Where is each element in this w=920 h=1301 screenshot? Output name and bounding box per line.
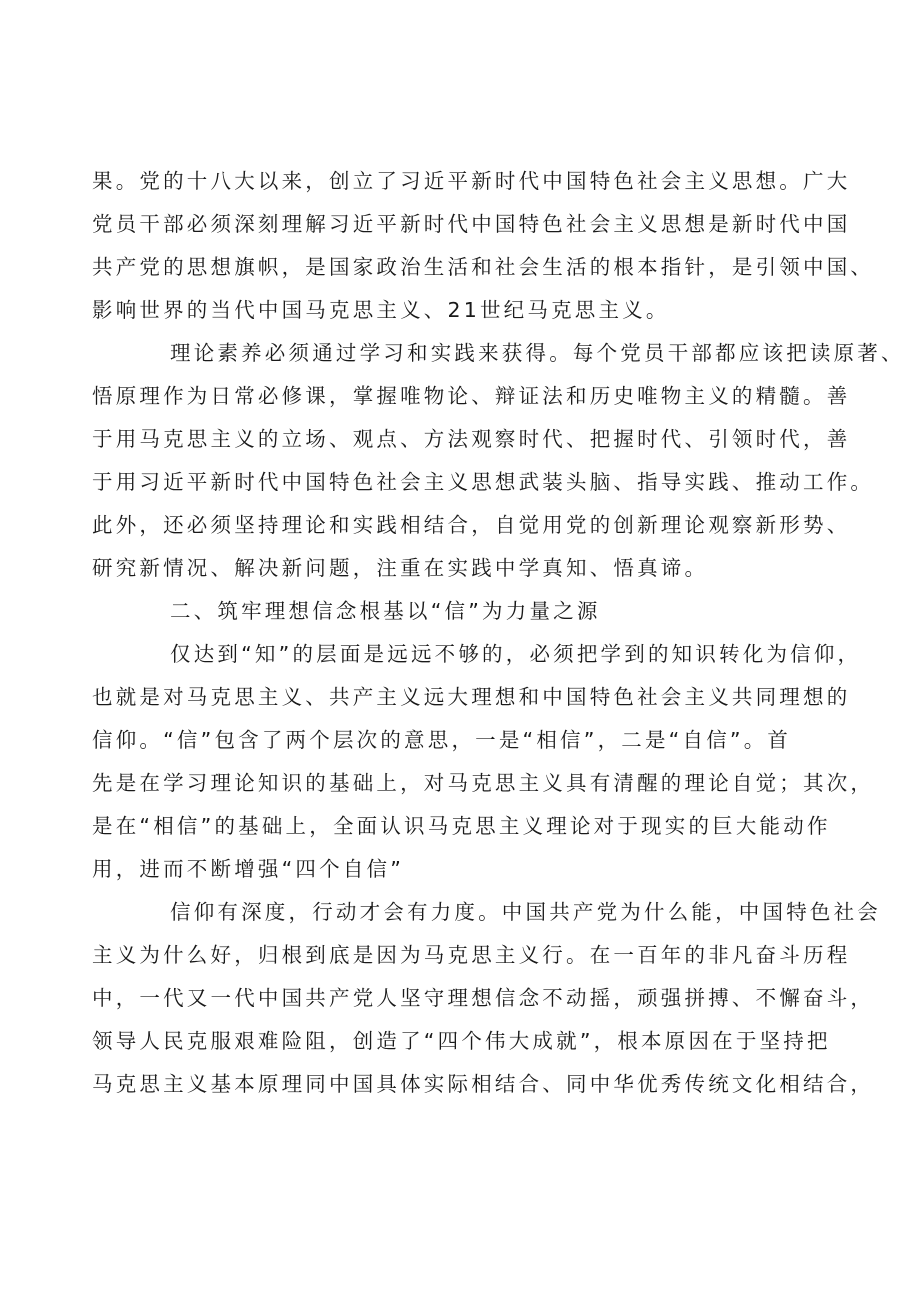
paragraph-start-line: 信仰有深度，行动才会有力度。中国共产党为什么能，中国特色社会 [170, 900, 881, 924]
section-heading: 二、筑牢理想信念根基以“信”为力量之源 [170, 599, 601, 623]
text-line: 此外，还必须坚持理论和实践相结合，自觉用党的创新理论观察新形势、 [92, 513, 851, 537]
text-line: 中，一代又一代中国共产党人坚守理想信念不动摇，顽强拼搏、不懈奋斗， [92, 986, 875, 1010]
text-line: 悟原理作为日常必修课，掌握唯物论、辩证法和历史唯物主义的精髓。善 [92, 384, 851, 408]
text-line: 用，进而不断增强“四个自信” [92, 857, 405, 881]
paragraph-start-line: 仅达到“知”的层面是远远不够的，必须把学到的知识转化为信仰， [170, 642, 862, 666]
paragraph-start-line: 理论素养必须通过学习和实践来获得。每个党员干部都应该把读原著、 [170, 341, 905, 365]
text-line: 于用马克思主义的立场、观点、方法观察时代、把握时代、引领时代，善 [92, 427, 851, 451]
text-line: 于用习近平新时代中国特色社会主义思想武装头脑、指导实践、推动工作。 [92, 470, 875, 494]
text-line: 影响世界的当代中国马克思主义、21世纪马克思主义。 [92, 298, 670, 322]
text-line: 研究新情况、解决新问题，注重在实践中学真知、悟真谛。 [92, 556, 709, 580]
text-line: 党员干部必须深刻理解习近平新时代中国特色社会主义思想是新时代中国 [92, 212, 851, 236]
text-line: 果。党的十八大以来，创立了习近平新时代中国特色社会主义思想。广大 [92, 169, 851, 193]
text-line: 领导人民克服艰难险阻，创造了“四个伟大成就”，根本原因在于坚持把 [92, 1029, 831, 1053]
text-line: 主义为什么好，归根到底是因为马克思主义行。在一百年的非凡奋斗历程 [92, 943, 851, 967]
text-line: 是在“相信”的基础上，全面认识马克思主义理论对于现实的巨大能动作 [92, 814, 831, 838]
text-line: 也就是对马克思主义、共产主义远大理想和中国特色社会主义共同理想的 [92, 685, 851, 709]
text-line: 马克思主义基本原理同中国具体实际相结合、同中华优秀传统文化相结合， [92, 1072, 875, 1096]
text-line: 先是在学习理论知识的基础上，对马克思主义具有清醒的理论自觉；其次， [92, 771, 875, 795]
text-line: 信仰。“信”包含了两个层次的意思，一是“相信”，二是“自信”。首 [92, 728, 792, 752]
text-line: 共产党的思想旗帜，是国家政治生活和社会生活的根本指针，是引领中国、 [92, 255, 875, 279]
